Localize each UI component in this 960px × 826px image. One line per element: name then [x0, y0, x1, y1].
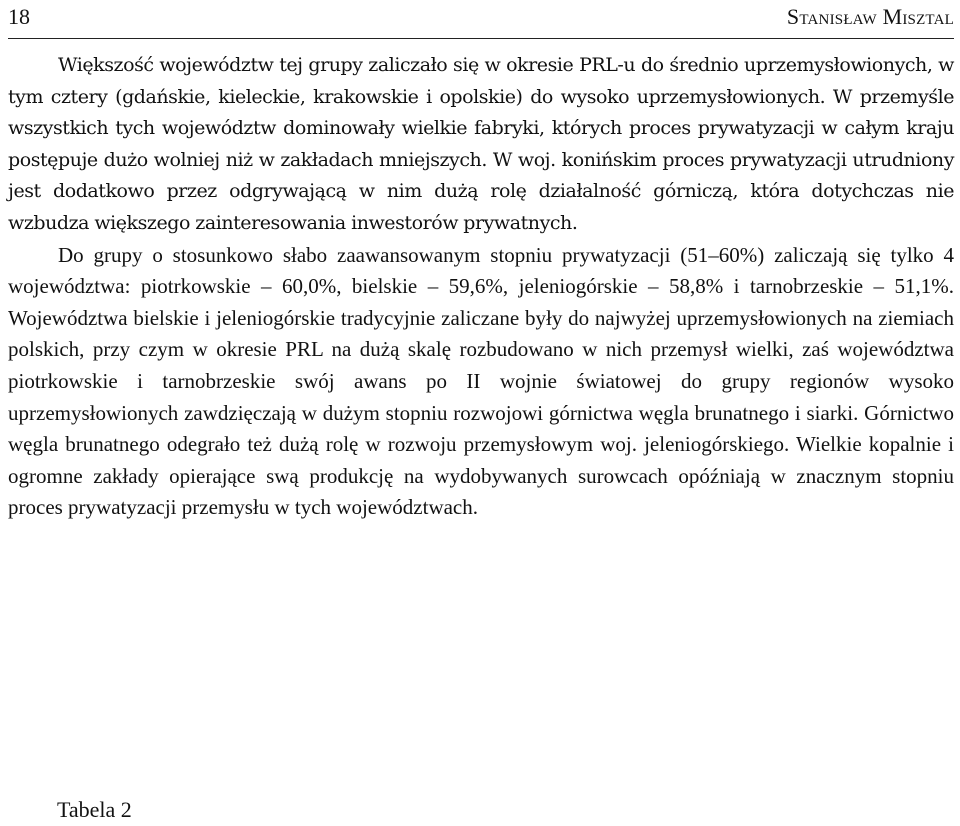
running-head-author: Stanisław Misztal	[786, 4, 954, 29]
page-header	[8, 0, 954, 39]
page-number: 18	[8, 4, 30, 29]
table-caption: Tabela 2	[57, 797, 132, 822]
body-text	[8, 50, 954, 524]
paragraph: Większość województw tej grupy zaliczało się w okresie PRL-u do średnio uprzemysłowionych, w tym cztery (gdańskie, kieleckie, krakowskie i opolskie) do wysoko uprzemysłowionych. W przemyśle wszystkich tych województw dominowały wielkie fabryki, których proces prywatyzacji w całym kraju postępuje dużo wolniej niż w zakładach mniejszych. W woj. konińskim proces prywatyzacji utrudniony jest dodatkowo przez odgrywającą w nim dużą rolę działalność górniczą, która dotychczas nie wzbudza większego zainteresowania inwestorów prywatnych.	[8, 54, 954, 234]
paragraph: Do grupy o stosunkowo słabo zaawansowanym stopniu prywatyzacji (51–60%) zaliczają się tylko 4 województwa: piotrkowskie – 60,0%, bielskie – 59,6%, jeleniogórskie – 58,8% i tarnobrzeskie – 51,1%. Województwa bielskie i jeleniogórskie tradycyjnie zaliczane były do najwyżej uprzemysłowionych na ziemiach polskich, przy czym w okresie PRL na dużą skalę rozbudowano w nich przemysł wielki, zaś województwa piotrkowskie i tarnobrzeskie swój awans po II wojnie światowej do grupy regionów wysoko uprzemysłowionych zawdzięczają w dużym stopniu rozwojowi górnictwa węgla brunatnego i siarki. Górnictwo węgla brunatnego odegrało też dużą rolę w rozwoju przemysłowym woj. jeleniogórskiego. Wielkie kopalnie i ogromne zakłady opierające swą produkcję na wydobywanych surowcach opóźniają w znacznym stopniu proces prywatyzacji przemysłu w tych województwach.	[8, 242, 954, 520]
